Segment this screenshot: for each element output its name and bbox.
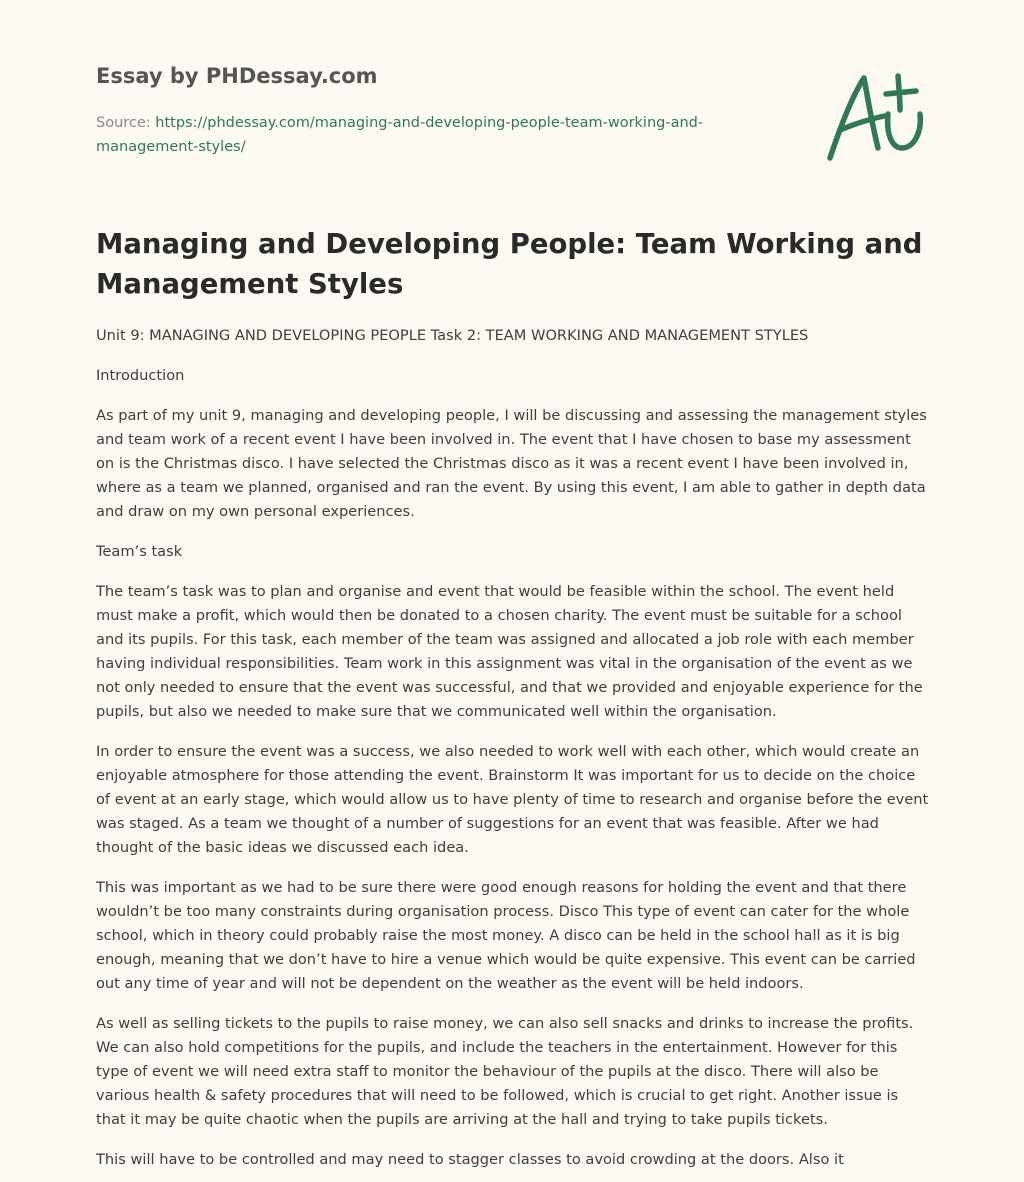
paragraph: This was important as we had to be sure there were good enough reasons for holding the event and that there wouldn’t be too many constraints during organisation process. Disco This type of event can cater for the whole school, which in theory could probably raise the most money. A disco can be held in the school hall as it is big enough, meaning that we don’t have to hire a venue which would be quite expensive. This event can be carried out any time of year and will not be dependent on the weather as the event will be held indoors. (96, 879, 916, 992)
brand-title: Essay by PHDessay.com (96, 64, 378, 88)
paragraph: As part of my unit 9, managing and developing people, I will be discussing and assessing the management styles and team work of a recent event I have been involved in. The event that I have chosen to base my assessment on is the Christmas disco. I have selected the Christmas disco as it was a recent event I have been involved in, where as a team we planned, organised and ran the event. By using this event, I am able to gather in depth data and draw on my own personal experiences. (96, 407, 927, 520)
source-line (96, 111, 756, 159)
section-heading: Introduction (96, 367, 185, 384)
paragraph: In order to ensure the event was a success, we also needed to work well with each other, which would create an enjoyable atmosphere for those attending the event. Brainstorm It was important for us to decide on the choice of event at an early stage, which would allow us to have plenty of time to research and organise before the event was staged. As a team we thought of a number of suggestions for an event that was feasible. After we had thought of the basic ideas we discussed each idea. (96, 743, 929, 856)
source-label: Source: (96, 115, 151, 131)
source-link[interactable]: https://phdessay.com/managing-and-developing-people-team-working-and-management-styles/ (96, 115, 704, 155)
paragraph: As well as selling tickets to the pupils to raise money, we can also sell snacks and drinks to increase the profits. We can also hold competitions for the pupils, and include the teachers in the entertainment. However for this type of event we will need extra staff to monitor the behaviour of the pupils at the disco. There will also be various health & safety procedures that will need to be followed, which is crucial to get right. Another issue is that it may be quite chaotic when the pupils are arriving at the hall and trying to take pupils tickets. (96, 1015, 914, 1128)
section-heading: Team’s task (96, 543, 183, 560)
essay-page (96, 0, 932, 1168)
essay-body (96, 324, 932, 1182)
a-plus-logo-icon (826, 66, 926, 166)
unit-heading: Unit 9: MANAGING AND DEVELOPING PEOPLE Task 2: TEAM WORKING AND MANAGEMENT STYLES (96, 327, 809, 344)
page-header (96, 0, 932, 200)
paragraph: The team’s task was to plan and organise and event that would be feasible within the school. The event held must make a profit, which would then be donated to a chosen charity. The event must be suitable for a school and its pupils. For this task, each member of the team was assigned and allocated a job role with each member having individual responsibilities. Team work in this assignment was vital in the organisation of the event as we not only needed to ensure that the event was successful, and that we provided and enjoyable experience for the pupils, but also we needed to make sure that we communicated well within the organisation. (96, 583, 923, 720)
paragraph: This will have to be controlled and may need to stagger classes to avoid crowding at the doors. Also it (96, 1151, 844, 1168)
essay-title: Managing and Developing People: Team Working and Management Styles (96, 228, 923, 300)
